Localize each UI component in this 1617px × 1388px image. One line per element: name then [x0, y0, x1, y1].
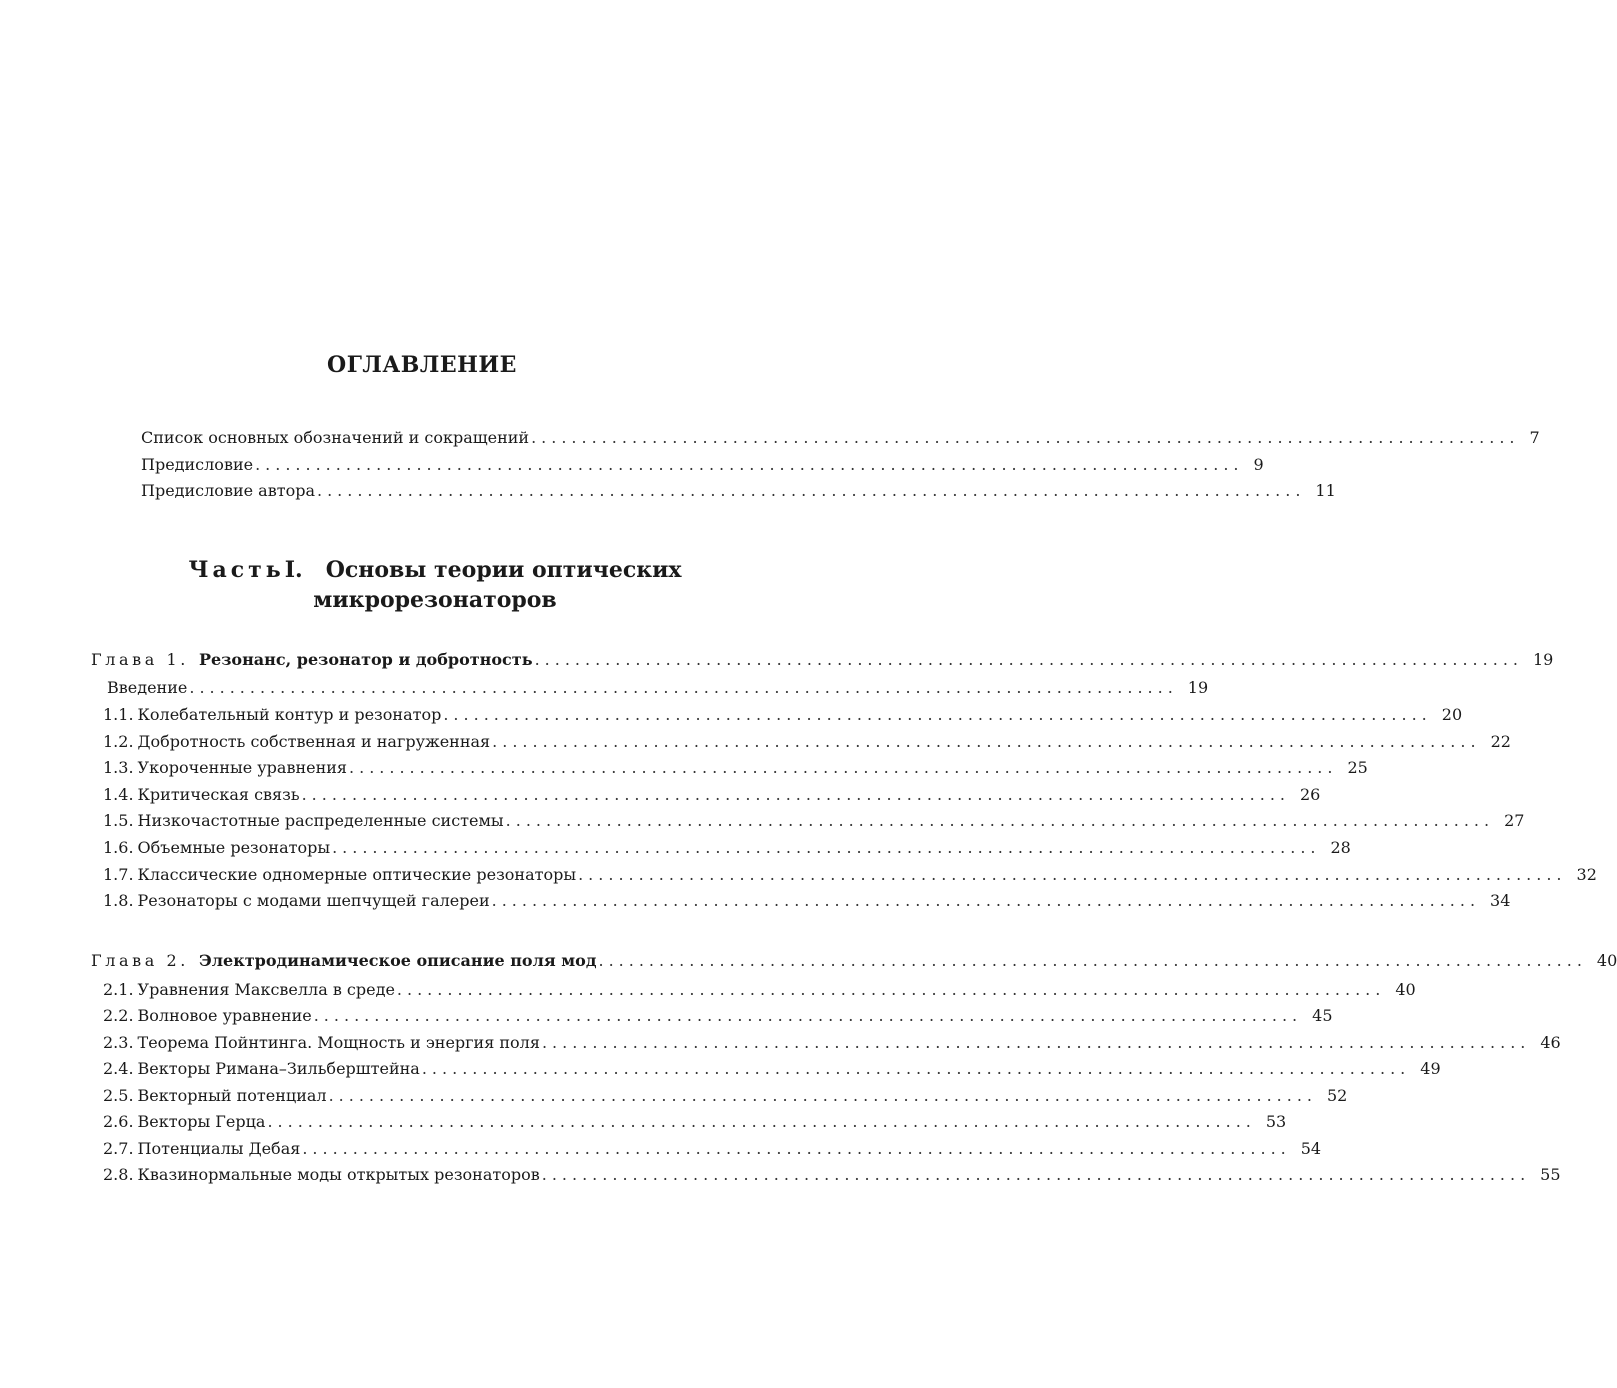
toc-section[interactable]	[103, 732, 1511, 752]
toc-section[interactable]	[103, 1059, 1441, 1079]
toc-entry-text: Список основных обозначений и сокращений	[141, 428, 530, 447]
part-heading	[0, 555, 870, 615]
toc-page-number: 22	[1490, 732, 1511, 751]
toc-section[interactable]	[103, 865, 1597, 885]
section-title: Введение	[107, 678, 188, 697]
toc-section[interactable]	[103, 705, 1463, 725]
chapter-heading[interactable]	[91, 951, 1617, 971]
section-title: Добротность собственная и нагруженная	[137, 732, 491, 751]
section-title: Низкочастотные распределенные системы	[137, 811, 504, 830]
toc-page-number: 40	[1596, 951, 1617, 970]
section-number: 2.2.	[103, 1006, 134, 1025]
leader-dots: ..................................................................................................	[255, 455, 1244, 474]
chapter-title: Резонанс, резонатор и добротность	[199, 650, 533, 669]
toc-section[interactable]	[103, 1165, 1561, 1185]
page-title: ОГЛАВЛЕНИЕ	[327, 352, 517, 378]
section-number: 1.7.	[103, 865, 134, 884]
section-number: 2.5.	[103, 1086, 134, 1105]
leader-dots: ..................................................................................................	[443, 705, 1432, 724]
toc-page-number: 46	[1540, 1033, 1561, 1052]
chapter-title: Электродинамическое описание поля мод	[199, 951, 597, 970]
toc-section[interactable]	[103, 891, 1511, 911]
toc-page-number: 55	[1540, 1165, 1561, 1184]
leader-dots: ..................................................................................................	[541, 1033, 1531, 1052]
section-number: 2.8.	[103, 1165, 134, 1184]
toc-page-number: 28	[1330, 838, 1351, 857]
toc-page-number: 9	[1253, 455, 1264, 474]
toc-section[interactable]	[103, 1033, 1561, 1053]
leader-dots: ..................................................................................................	[541, 1165, 1531, 1184]
toc-section[interactable]	[103, 1086, 1348, 1106]
leader-dots: ..................................................................................................	[349, 758, 1338, 777]
leader-dots: ..................................................................................................	[491, 891, 1481, 910]
chapter-label: Глава 1.	[91, 650, 189, 669]
leader-dots: ..................................................................................................	[332, 838, 1321, 857]
toc-page-number: 7	[1529, 428, 1540, 447]
toc-entry[interactable]	[141, 455, 1264, 475]
toc-page-number: 53	[1265, 1112, 1287, 1131]
section-title: Квазинормальные моды открытых резонаторов	[137, 1165, 540, 1184]
part-title-line1: Основы теории оптических	[325, 557, 682, 583]
leader-dots: ..................................................................................................	[396, 980, 1386, 999]
leader-dots: ..................................................................................................	[316, 481, 1306, 500]
toc-entry[interactable]	[141, 428, 1540, 448]
section-number: 2.7.	[103, 1139, 134, 1158]
toc-section[interactable]	[103, 1139, 1322, 1159]
section-number: 1.4.	[103, 785, 134, 804]
leader-dots: ..................................................................................................	[531, 428, 1520, 447]
toc-page-number: 54	[1300, 1139, 1322, 1158]
toc-page-number: 34	[1490, 891, 1511, 910]
toc-section[interactable]	[103, 1006, 1333, 1026]
section-title: Критическая связь	[137, 785, 300, 804]
toc-section[interactable]	[103, 1112, 1287, 1132]
chapter-label: Глава 2.	[91, 951, 189, 970]
section-title: Векторы Римана–Зильберштейна	[137, 1059, 420, 1078]
toc-page-number: 52	[1327, 1086, 1348, 1105]
toc-entry-text: Предисловие	[141, 455, 254, 474]
section-number: 2.1.	[103, 980, 134, 999]
leader-dots: ..................................................................................................	[492, 732, 1481, 751]
toc-section[interactable]	[103, 678, 1209, 698]
section-number: 1.5.	[103, 811, 134, 830]
leader-dots: ..................................................................................................	[313, 1006, 1303, 1025]
leader-dots: ..................................................................................................	[301, 785, 1290, 804]
part-label: Часть	[188, 557, 285, 583]
toc-page-number: 45	[1312, 1006, 1333, 1025]
toc-section[interactable]	[103, 758, 1368, 778]
toc-section[interactable]	[103, 811, 1525, 831]
toc-entry-text: Предисловие автора	[141, 481, 315, 500]
toc-page-number: 20	[1441, 705, 1463, 724]
leader-dots: ..................................................................................................	[598, 951, 1587, 970]
leader-dots: ..................................................................................................	[267, 1112, 1256, 1131]
leader-dots: ..................................................................................................	[534, 650, 1523, 669]
toc-page-number: 19	[1187, 678, 1209, 697]
leader-dots: ..................................................................................................	[302, 1139, 1291, 1158]
section-title: Векторный потенциал	[137, 1086, 327, 1105]
section-title: Потенциалы Дебая	[137, 1139, 301, 1158]
section-title: Колебательный контур и резонатор	[137, 705, 442, 724]
leader-dots: ..................................................................................................	[328, 1086, 1317, 1105]
toc-section[interactable]	[103, 838, 1351, 858]
section-number: 1.2.	[103, 732, 134, 751]
toc-page-number: 40	[1395, 980, 1416, 999]
section-number: 1.1.	[103, 705, 134, 724]
section-title: Теорема Пойнтинга. Мощность и энергия поля	[137, 1033, 540, 1052]
section-title: Резонаторы с модами шепчущей галереи	[137, 891, 490, 910]
leader-dots: ..................................................................................................	[421, 1059, 1411, 1078]
section-number: 2.3.	[103, 1033, 134, 1052]
toc-entry[interactable]	[141, 481, 1336, 501]
section-title: Объемные резонаторы	[137, 838, 331, 857]
section-title: Уравнения Максвелла в среде	[137, 980, 395, 999]
toc-page-number: 32	[1576, 865, 1597, 884]
toc-page-number: 26	[1299, 785, 1321, 804]
toc-section[interactable]	[103, 980, 1416, 1000]
toc-page-number: 27	[1504, 811, 1525, 830]
toc-page-number: 49	[1420, 1059, 1441, 1078]
toc-page-number: 11	[1315, 481, 1336, 500]
toc-page-number: 19	[1532, 650, 1554, 669]
section-title: Укороченные уравнения	[137, 758, 348, 777]
section-title: Векторы Герца	[137, 1112, 266, 1131]
leader-dots: ..................................................................................................	[189, 678, 1178, 697]
toc-page-number: 25	[1347, 758, 1368, 777]
section-number: 2.4.	[103, 1059, 134, 1078]
chapter-heading[interactable]	[91, 650, 1554, 670]
part-title-line2: микрорезонаторов	[313, 587, 557, 613]
section-number: 2.6.	[103, 1112, 134, 1131]
toc-section[interactable]	[103, 785, 1321, 805]
leader-dots: ..................................................................................................	[505, 811, 1495, 830]
section-title: Волновое уравнение	[137, 1006, 312, 1025]
part-number: I.	[284, 557, 303, 583]
section-title: Классические одномерные оптические резонаторы	[137, 865, 577, 884]
section-number: 1.3.	[103, 758, 134, 777]
section-number: 1.8.	[103, 891, 134, 910]
leader-dots: ..................................................................................................	[578, 865, 1567, 884]
section-number: 1.6.	[103, 838, 134, 857]
